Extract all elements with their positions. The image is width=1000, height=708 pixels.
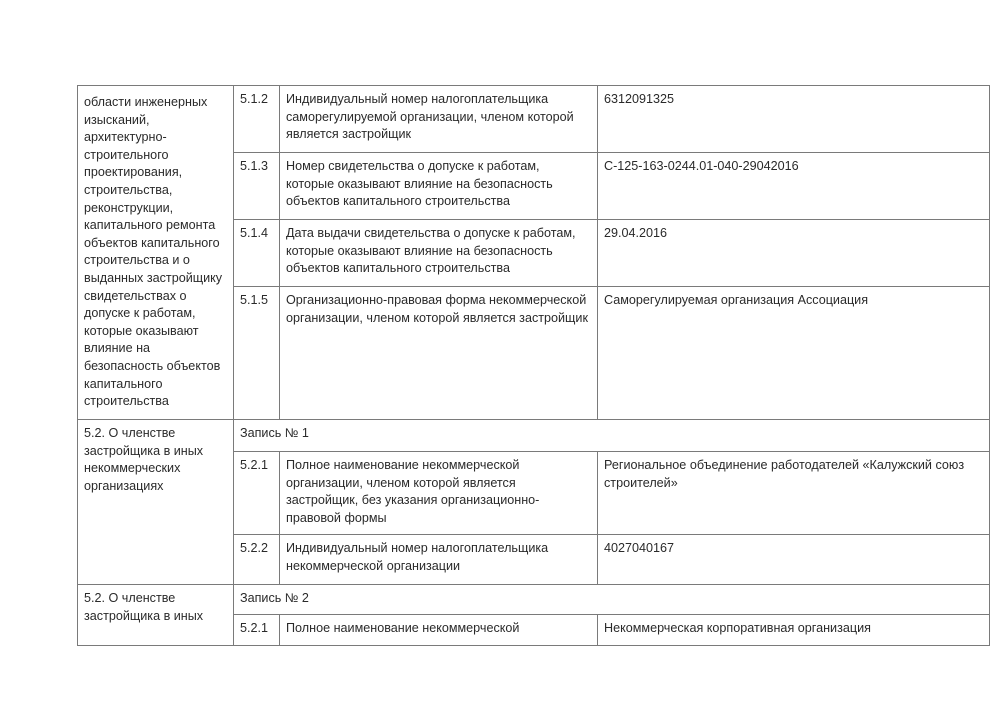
table-row	[78, 86, 990, 153]
item-label: Организационно-правовая форма некоммерческой организации, членом которой является застройщик	[280, 287, 598, 420]
item-value: Региональное объединение работодателей «Калужский союз строителей»	[598, 452, 990, 535]
item-number: 5.1.5	[234, 287, 280, 420]
item-value: С-125-163-0244.01-040-29042016	[598, 153, 990, 220]
item-number: 5.2.2	[234, 535, 280, 585]
item-number: 5.2.1	[234, 615, 280, 646]
item-value: 4027040167	[598, 535, 990, 585]
section-heading-cell: 5.2. О членстве застройщика в иных некоммерческих организациях	[78, 420, 234, 585]
item-value: 6312091325	[598, 86, 990, 153]
section-heading-cell: 5.2. О членстве застройщика в иных	[78, 585, 234, 646]
item-label: Полное наименование некоммерческой	[280, 615, 598, 646]
item-number: 5.2.1	[234, 452, 280, 535]
table-row	[78, 420, 990, 452]
item-value: Саморегулируемая организация Ассоциация	[598, 287, 990, 420]
item-number: 5.1.2	[234, 86, 280, 153]
item-label: Индивидуальный номер налогоплательщика саморегулируемой организации, членом которой является застройщик	[280, 86, 598, 153]
record-label: Запись № 1	[234, 420, 990, 452]
record-label: Запись № 2	[234, 585, 990, 615]
item-value: Некоммерческая корпоративная организация	[598, 615, 990, 646]
section-heading-cell: области инженерных изысканий, архитектурно-строительного проектирования, строительства, реконструкции, капитального ремонта объектов капитального строительства и о выданных застройщику свидетельствах о допуске к работам, которые оказывают влияние на безопасность объектов капитального строительства	[78, 86, 234, 420]
item-label: Дата выдачи свидетельства о допуске к работам, которые оказывают влияние на безопасность объектов капитального строительства	[280, 220, 598, 287]
item-label: Полное наименование некоммерческой организации, членом которой является застройщик, без указания организационно-правовой формы	[280, 452, 598, 535]
item-number: 5.1.4	[234, 220, 280, 287]
item-number: 5.1.3	[234, 153, 280, 220]
item-value: 29.04.2016	[598, 220, 990, 287]
table-row	[78, 585, 990, 615]
item-label: Номер свидетельства о допуске к работам, которые оказывают влияние на безопасность объектов капитального строительства	[280, 153, 598, 220]
item-label: Индивидуальный номер налогоплательщика некоммерческой организации	[280, 535, 598, 585]
disclosure-table	[77, 85, 990, 646]
